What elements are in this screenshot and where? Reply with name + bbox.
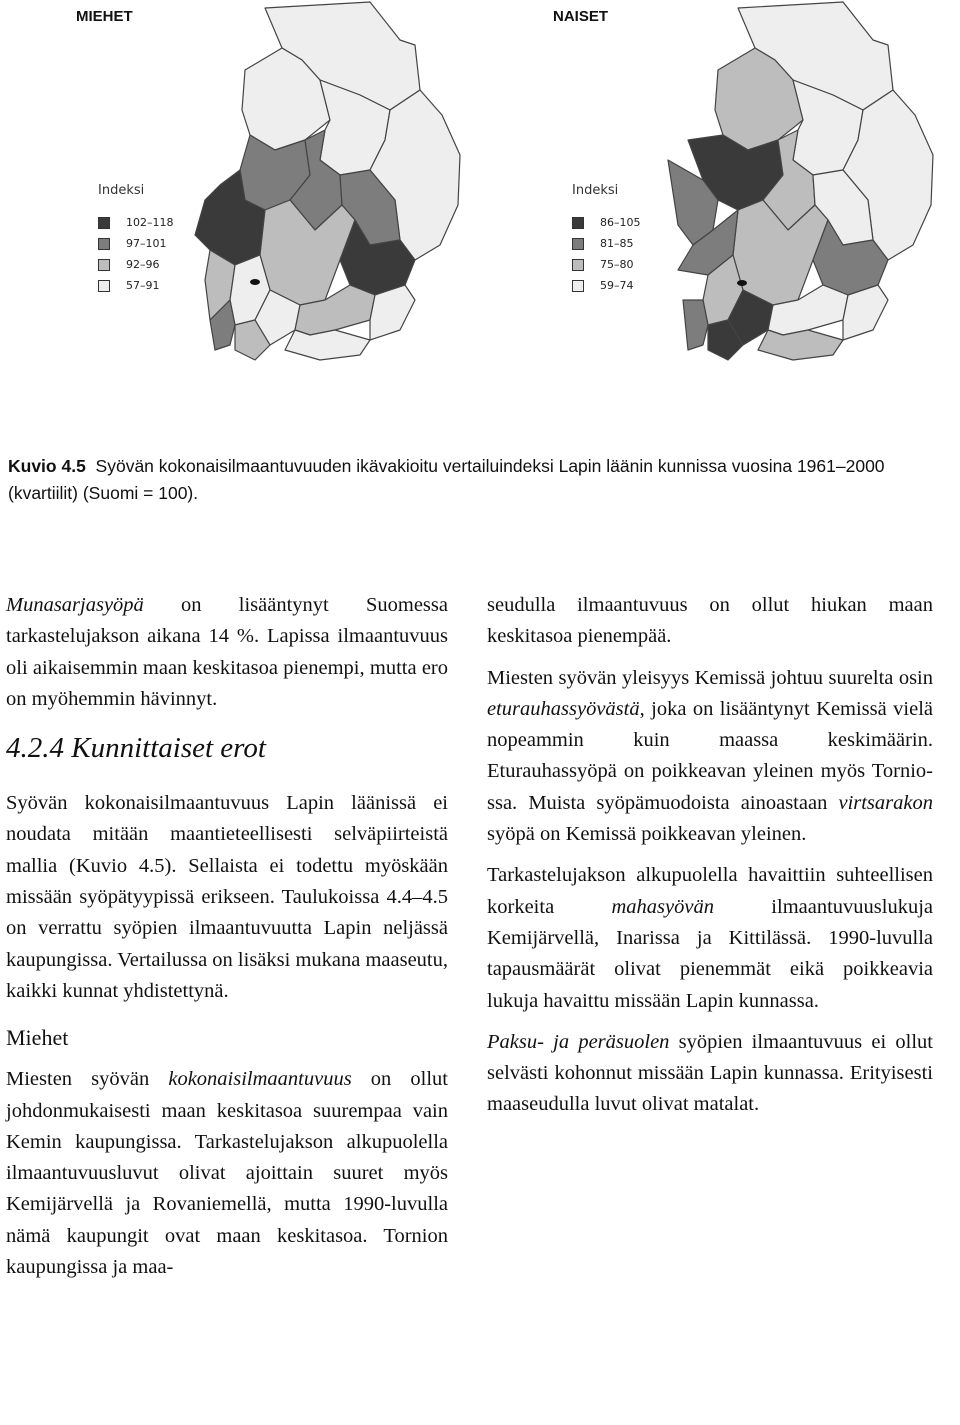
paragraph-text: , joka on lisääntynyt Kemissä vielä nopeammin kuin maassa keskimäärin. Eturauhassyöpä on poikkeavan yleinen myös Torniossa. Muista syöpämuodoista ainoastaan: [487, 697, 933, 814]
legend-item: [572, 233, 641, 254]
legend-title: Indeksi: [98, 183, 145, 198]
emphasis: eturauhassyövästä: [487, 697, 640, 720]
paragraph-text: ilmaantuvuuslukuja Kemijärvellä, Inarissa ja Kittilässä. 1990-luvulla tapausmäärät olivat pienemmät eikä poikkeavia lukuja havaittu missään Lapin kunnassa.: [487, 895, 934, 1012]
lake-shape: [250, 279, 260, 285]
paragraph-text: syöpä on Kemissä poikkeavan yleinen.: [487, 823, 807, 846]
lake-shape: [737, 280, 747, 286]
paragraph: [6, 1064, 448, 1283]
paragraph: [6, 590, 448, 715]
paragraph: [487, 663, 933, 851]
legend-item: [572, 254, 641, 275]
map-region: [285, 330, 370, 360]
men-map-heading: MIEHET: [76, 8, 133, 25]
sub-heading: Miehet: [6, 1025, 69, 1051]
legend-swatch: [572, 217, 584, 229]
paragraph-text: on ollut johdonmukaisesti maan keskitasoa suurempaa vain Kemin kaupungissa. Tarkastelujakson alkupuolella ilmaantuvuusluvut olivat ajoittain suuret myös Kemijärvellä ja Rovaniemellä, mutta 1990-luvulla nämä kaupungit ovat maan keskitasoa. Tornion kaupungissa ja maa-: [6, 1068, 448, 1279]
women-map-panel: [545, 0, 960, 420]
legend-label: 81–85: [600, 237, 634, 250]
legend-item: [98, 275, 174, 296]
legend-label: 86–105: [600, 216, 641, 229]
paragraph: [487, 1027, 933, 1121]
women-map-heading: NAISET: [553, 8, 609, 25]
legend-label: 59–74: [600, 279, 634, 292]
legend-swatch: [572, 259, 584, 271]
legend-label: 102–118: [126, 216, 174, 229]
paragraph-text: on lisääntynyt Suomessa tarkastelujakson aikana 14 %. Lapissa ilmaantuvuus oli aikaisemmin maan keskitasoa pienempi, mutta ero on myöhemmin hävinnyt.: [6, 594, 448, 710]
paragraph-text: Tarkastelujakson alkupuolella havaittiin suhteellisen korkeita: [487, 864, 933, 918]
caption-label: Kuvio 4.5: [8, 456, 86, 476]
paragraph: Syövän kokonaisilmaantuvuus Lapin läänissä ei noudata mitään maantieteellisesti selväpiirteistä mallia (Kuvio 4.5). Sellaista ei todettu myöskään missään syöpätyypissä erikseen. Taulukoissa 4.4–4.5 on verrattu syöpien ilmaantuvuutta Lapin neljässä kaupungissa. Vertailussa on lisäksi mukana maaseutu, kaikki kunnat yhdistettynä.: [6, 792, 449, 1002]
paragraph: [487, 860, 933, 1016]
legend-swatch: [572, 238, 584, 250]
caption-text: Syövän kokonaisilmaantuvuuden ikävakioitu vertailuindeksi Lapin läänin kunnissa vuosina 1961–2000 (kvartiilit) (Suomi = 100).: [8, 456, 885, 503]
legend-label: 97–101: [126, 237, 167, 250]
women-map-legend: [572, 183, 641, 296]
map-region: [683, 300, 708, 350]
legend-swatch: [98, 217, 110, 229]
legend-label: 57–91: [126, 279, 160, 292]
legend-swatch: [572, 280, 584, 292]
legend-item: [98, 233, 174, 254]
emphasis: Munasarjasyöpä: [6, 594, 144, 616]
section-heading: 4.2.4 Kunnittaiset erot: [6, 732, 266, 765]
emphasis: kokonaisilmaantuvuus: [168, 1068, 352, 1091]
men-map-panel: [70, 0, 535, 420]
legend-swatch: [98, 238, 110, 250]
legend-item: [98, 212, 174, 233]
legend-label: 75–80: [600, 258, 634, 271]
right-column: [487, 590, 933, 1131]
legend-swatch: [98, 259, 110, 271]
legend-label: 92–96: [126, 258, 160, 271]
men-map-legend: [98, 183, 174, 296]
legend-title: Indeksi: [572, 183, 619, 198]
legend-item: [572, 275, 641, 296]
map-region: [758, 330, 843, 360]
figure-caption: [8, 453, 953, 507]
legend-item: [572, 212, 641, 233]
paragraph-text: syöpien ilmaantuvuus ei ollut selvästi kohonnut missään Lapin kunnassa. Erityisesti maaseudulla luvut olivat matalat.: [487, 1030, 933, 1116]
emphasis: mahasyövän: [611, 895, 714, 918]
paragraph-text: Miesten syövän yleisyys Kemissä johtuu suurelta osin: [487, 666, 933, 689]
paragraph: seudulla ilmaantuvuus on ollut hiukan maan keskitasoa pienempää.: [487, 594, 933, 648]
legend-swatch: [98, 280, 110, 292]
paragraph-text: Miesten syövän: [6, 1068, 169, 1091]
legend-item: [98, 254, 174, 275]
emphasis: Paksu- ja peräsuolen: [487, 1030, 670, 1053]
emphasis: virtsarakon: [838, 791, 933, 814]
left-column: [6, 590, 448, 1298]
